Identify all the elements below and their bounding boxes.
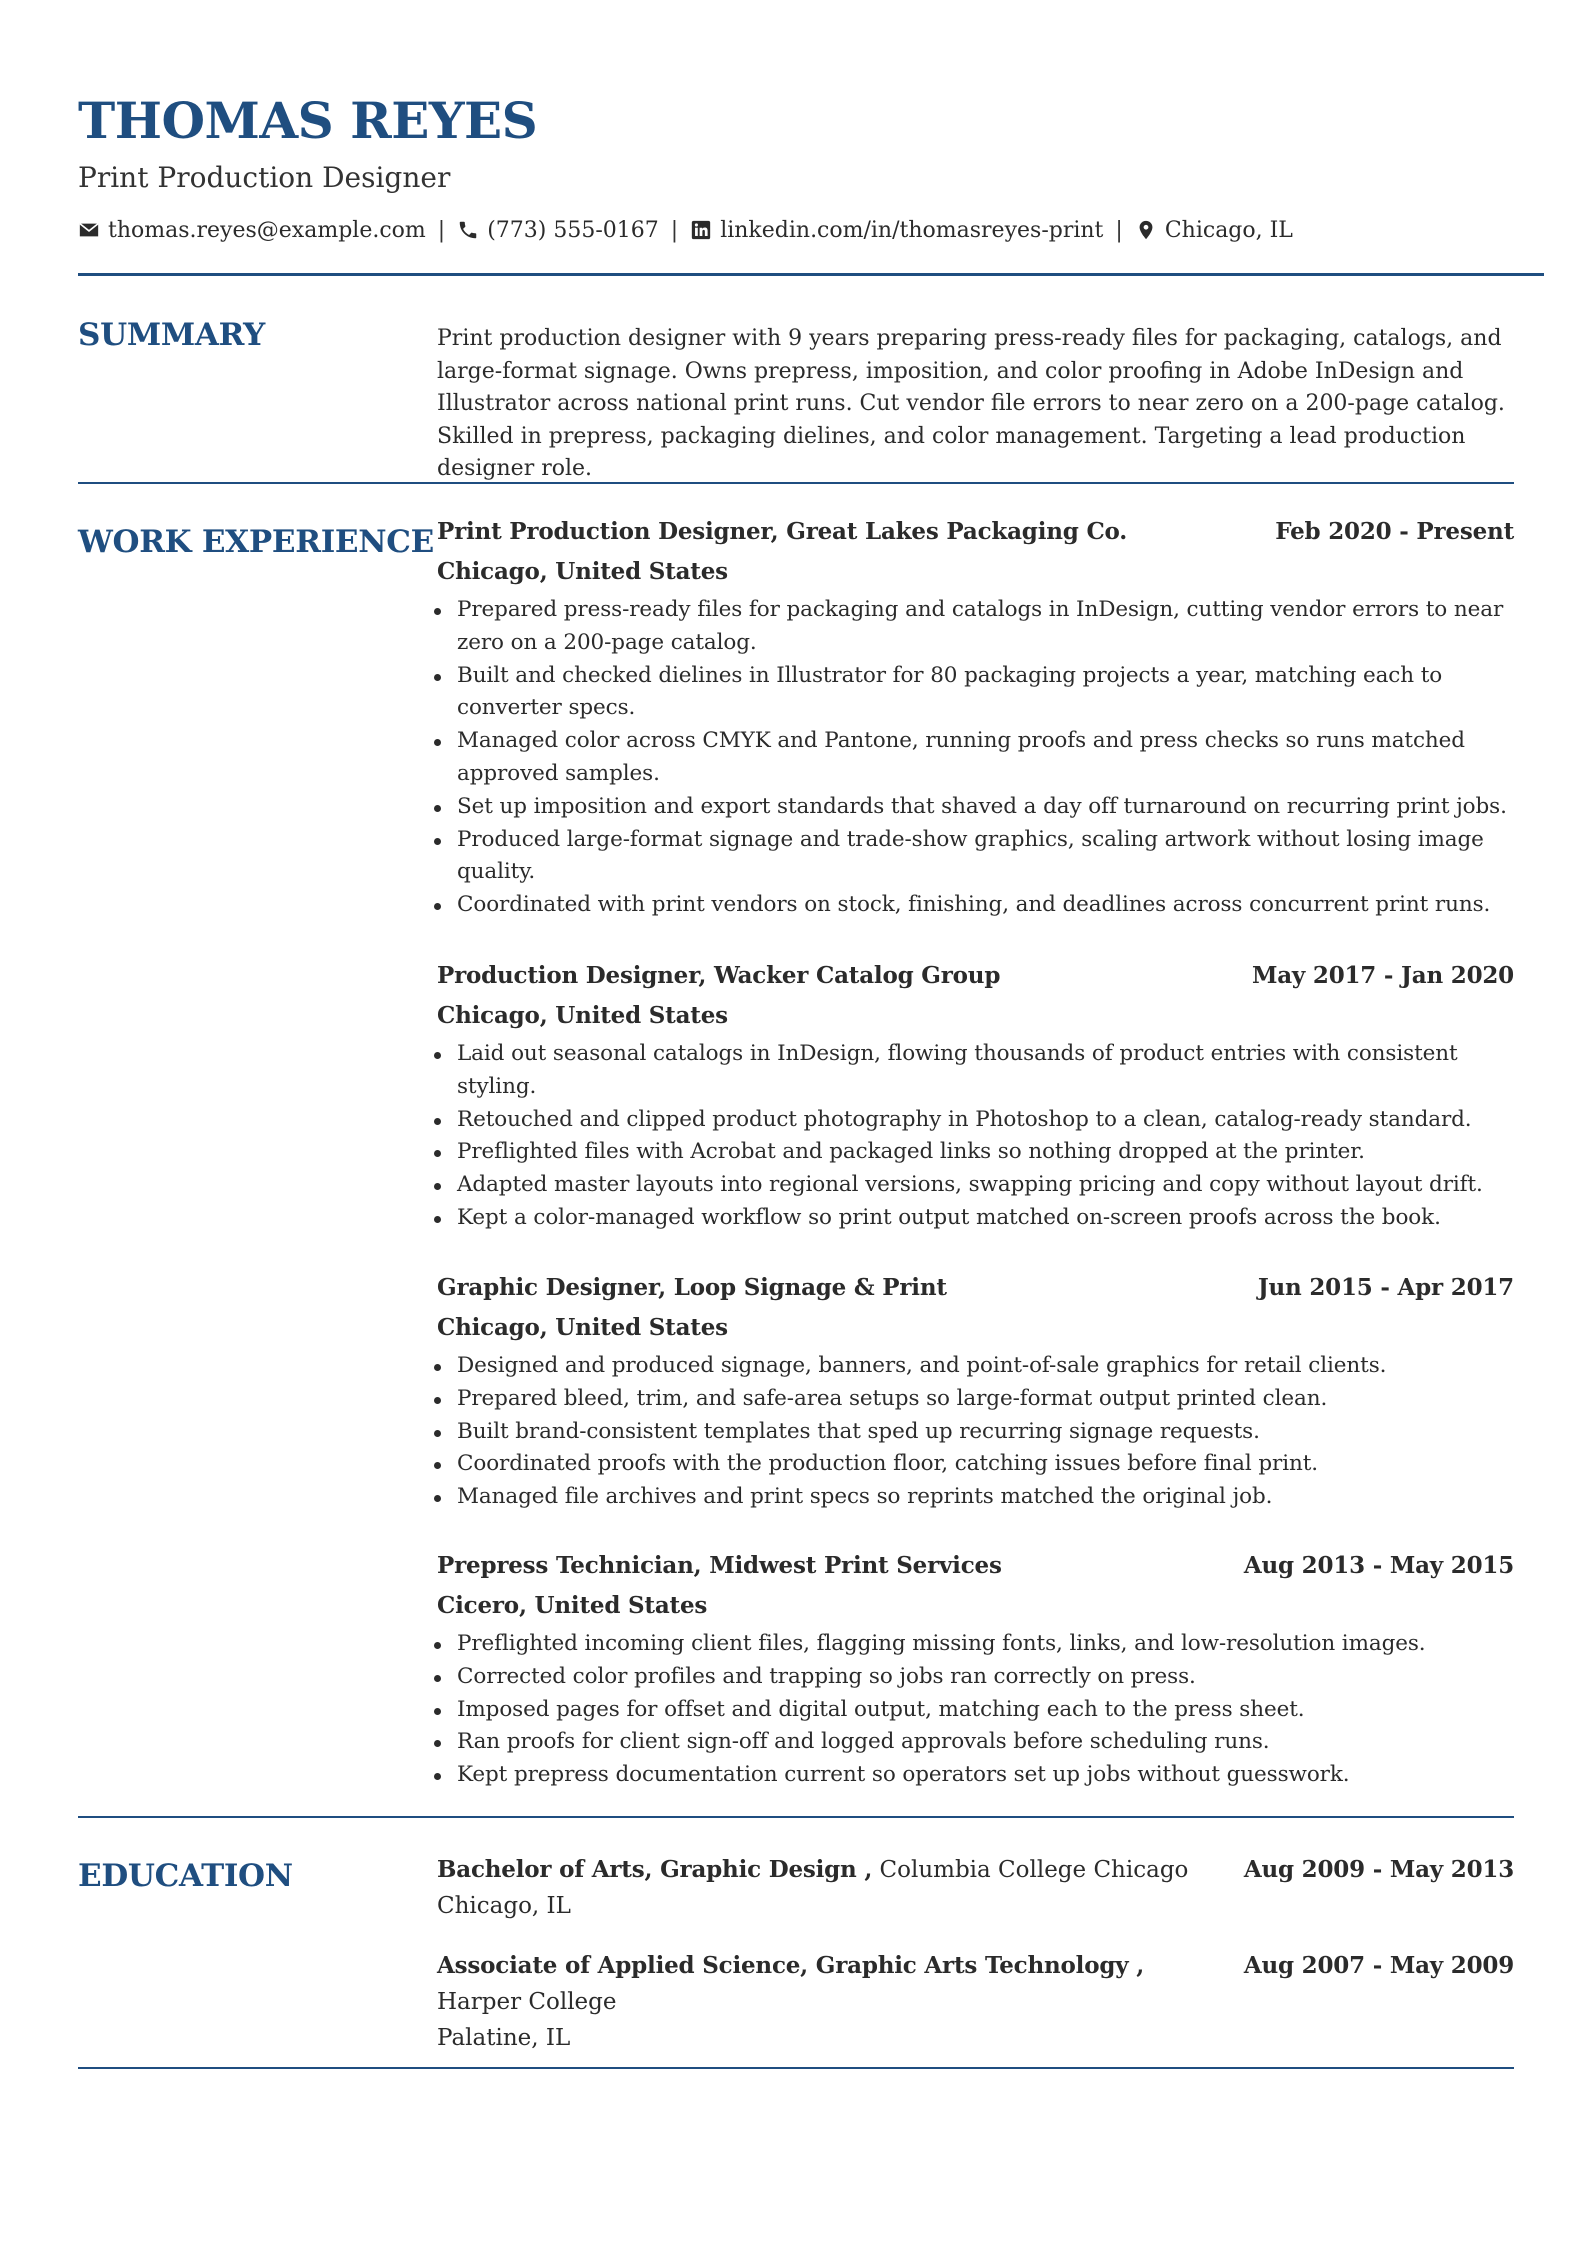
contact-phone[interactable] (457, 218, 659, 243)
bullet-item: Managed file archives and print specs so reprints matched the original job. (437, 1481, 1514, 1514)
section-divider (78, 1816, 1514, 1818)
job-dates: May 2017 - Jan 2020 (1251, 962, 1514, 989)
school-location: Palatine, IL (437, 2025, 571, 2051)
contact-email[interactable] (78, 218, 426, 243)
education-entry (437, 1948, 1514, 2056)
location-text: Chicago, IL (1164, 217, 1293, 243)
bullet-item: Imposed pages for offset and digital output, matching each to the press sheet. (437, 1694, 1514, 1727)
job-dates: Aug 2013 - May 2015 (1243, 1552, 1514, 1579)
bullet-item: Retouched and clipped product photography in Photoshop to a clean, catalog-ready standard. (437, 1104, 1514, 1137)
bullet-item: Produced large-format signage and trade-show graphics, scaling artwork without losing image quality. (437, 824, 1514, 890)
bullet-item: Built brand-consistent templates that sped up recurring signage requests. (437, 1416, 1514, 1449)
education-dates: Aug 2007 - May 2009 (1243, 1952, 1514, 1979)
linkedin-text: linkedin.com/in/thomasreyes-print (720, 217, 1104, 243)
linkedin-icon (690, 219, 712, 241)
job-title: Print Production Designer, Great Lakes Packaging Co. (437, 518, 1128, 545)
bullet-item: Laid out seasonal catalogs in InDesign, flowing thousands of product entries with consistent styling. (437, 1038, 1514, 1104)
degree-name: Associate of Applied Science, Graphic Arts Technology , (437, 1952, 1144, 1979)
bullet-item: Designed and produced signage, banners, and point-of-sale graphics for retail clients. (437, 1350, 1514, 1383)
job-location: Chicago, United States (437, 1002, 728, 1029)
section-divider (78, 2067, 1514, 2069)
bullet-item: Ran proofs for client sign-off and logged approvals before scheduling runs. (437, 1726, 1514, 1759)
phone-text: (773) 555-0167 (487, 217, 659, 243)
job-title: Graphic Designer, Loop Signage & Print (437, 1274, 947, 1301)
phone-icon (457, 219, 479, 241)
bullet-item: Set up imposition and export standards that shaved a day off turnaround on recurring print jobs. (437, 791, 1514, 824)
email-text: thomas.reyes@example.com (108, 217, 426, 243)
bullet-item: Preflighted incoming client files, flagging missing fonts, links, and low-resolution images. (437, 1628, 1514, 1661)
job-location: Chicago, United States (437, 1314, 728, 1341)
job-title: Production Designer, Wacker Catalog Group (437, 962, 1001, 989)
school-name: Columbia College Chicago (879, 1857, 1189, 1883)
job-title: Prepress Technician, Midwest Print Services (437, 1552, 1002, 1579)
education-degree-line (437, 1852, 1197, 1888)
bullet-item: Adapted master layouts into regional versions, swapping pricing and copy without layout drift. (437, 1169, 1514, 1202)
job-entry (437, 1274, 1514, 1514)
envelope-icon (78, 219, 100, 241)
bullet-item: Prepared press-ready files for packaging and catalogs in InDesign, cutting vendor errors to near zero on a 200-page catalog. (437, 594, 1514, 660)
job-dates: Jun 2015 - Apr 2017 (1257, 1274, 1514, 1301)
contact-separator: | (670, 217, 679, 243)
header-divider (78, 273, 1544, 276)
bullet-item: Coordinated proofs with the production floor, catching issues before final print. (437, 1448, 1514, 1481)
bullet-item: Kept a color-managed workflow so print output matched on-screen proofs across the book. (437, 1202, 1514, 1235)
contact-line (78, 215, 1293, 245)
map-pin-icon (1135, 219, 1157, 241)
education-entry (437, 1852, 1514, 1924)
experience-heading: WORK EXPERIENCE (78, 524, 434, 560)
contact-location (1135, 218, 1293, 243)
bullet-item: Preflighted files with Acrobat and packaged links so nothing dropped at the printer. (437, 1136, 1514, 1169)
job-bullets (437, 1628, 1514, 1792)
summary-text: Print production designer with 9 years preparing press-ready files for packaging, catalogs, and large-format signage. Owns prepress, imposition, and color proofing in Adobe InDesign and Illustrator across national print runs. Cut vendor file errors to near zero on a 200-page catalog. Skilled in prepress, packaging dielines, and color management. Targeting a lead production designer role. (437, 326, 1505, 481)
summary-section (437, 323, 1514, 486)
degree-name: Bachelor of Arts, Graphic Design , (437, 1856, 873, 1883)
job-entry (437, 962, 1514, 1235)
school-name: Harper College (437, 1989, 617, 2015)
job-entry (437, 1552, 1514, 1792)
job-bullets (437, 1038, 1514, 1235)
job-bullets (437, 594, 1514, 922)
job-entry (437, 518, 1514, 922)
bullet-item: Built and checked dielines in Illustrator for 80 packaging projects a year, matching each to converter specs. (437, 660, 1514, 726)
bullet-item: Coordinated with print vendors on stock, finishing, and deadlines across concurrent print runs. (437, 889, 1514, 922)
bullet-item: Prepared bleed, trim, and safe-area setups so large-format output printed clean. (437, 1383, 1514, 1416)
job-location: Cicero, United States (437, 1592, 708, 1619)
section-divider (78, 482, 1514, 484)
education-dates: Aug 2009 - May 2013 (1243, 1856, 1514, 1883)
candidate-name: THOMAS REYES (78, 91, 538, 150)
bullet-item: Managed color across CMYK and Pantone, running proofs and press checks so runs matched approved samples. (437, 725, 1514, 791)
contact-linkedin[interactable] (690, 218, 1103, 243)
job-location: Chicago, United States (437, 558, 728, 585)
education-degree-line (437, 1948, 1197, 2020)
contact-separator: | (1115, 217, 1123, 243)
bullet-item: Kept prepress documentation current so operators set up jobs without guesswork. (437, 1759, 1514, 1792)
education-heading: EDUCATION (78, 1858, 293, 1894)
school-location: Chicago, IL (437, 1893, 571, 1919)
job-dates: Feb 2020 - Present (1275, 518, 1514, 545)
contact-separator: | (437, 217, 446, 243)
summary-heading: SUMMARY (78, 317, 265, 353)
bullet-item: Corrected color profiles and trapping so jobs ran correctly on press. (437, 1661, 1514, 1694)
job-bullets (437, 1350, 1514, 1514)
candidate-title: Print Production Designer (78, 161, 451, 194)
